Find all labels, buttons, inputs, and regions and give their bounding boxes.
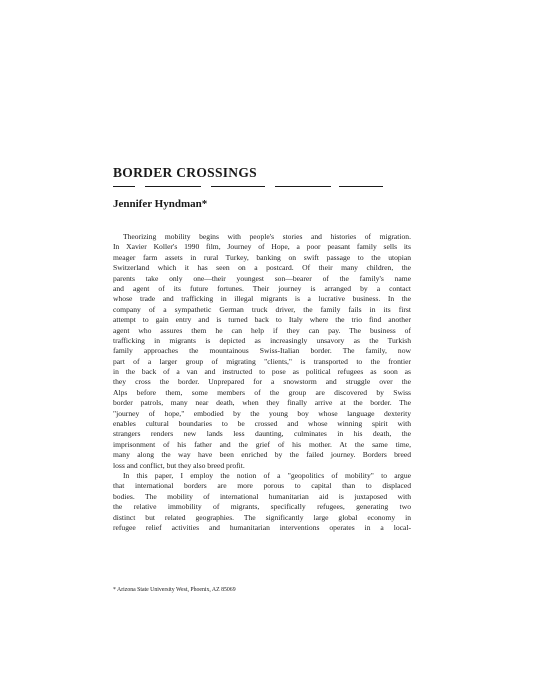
text-line: enables cultural boundaries to be crossed and whose winning spirit with [113,419,411,429]
text-line: attempt to gain entry and is turned back to Italy where the trio find another [113,315,411,325]
text-line: In Xavier Koller's 1990 film, Journey of Hope, a poor peasant family sells its [113,242,411,252]
text-line: the relative immobility of migrants, specifically refugees, generating two [113,502,411,512]
text-line: strangers renders new lands less daunting, culminates in his death, the [113,429,411,439]
text-line: Switzerland which it has seen on a postcard. Of their many children, the [113,263,411,273]
text-line: Alps before them, some members of the group are discovered by Swiss [113,387,411,397]
text-line: refugee relief activities and humanitarian interventions operates in a local- [113,522,411,532]
text-line: many along the way have been enriched by the failed journey. Borders breed [113,450,411,460]
author-affiliation-footnote: * Arizona State University West, Phoenix, AZ 85069 [113,587,236,593]
text-line: meager farm assets in rural Turkey, banking on swift passage to the utopian [113,252,411,262]
text-line: in the back of a van and instructed to pose as political refugees as soon as [113,367,411,377]
text-line: Theorizing mobility begins with people's stories and histories of migration. [123,232,411,241]
text-line: bodies. The mobility of international humanitarian aid is juxtaposed with [113,491,411,501]
article-author: Jennifer Hyndman* [113,198,208,210]
paragraph [113,471,411,533]
text-line: border patrols, many near death, when they finally arrive at the border. The [113,398,411,408]
text-line: agent who assures them he can help if they can pay. The business of [113,325,411,335]
text-line: parents take only one—their youngest son—bearer of the family's name [113,273,411,283]
text-line: imprisonment of his father and the grief of his mother. At the same time, [113,439,411,449]
text-line: In this paper, I employ the notion of a "geopolitics of mobility" to argue [123,470,411,480]
text-line: trafficking in migrants is depicted as increasingly unsavory as the Turkish [113,335,411,345]
text-line: part of a larger group of migrating "clients," is transported to the frontier [113,356,411,366]
text-line: "journey of hope," embodied by the young boy whose language dexterity [113,408,411,418]
text-line: that international borders are more porous to capital than to displaced [113,481,411,491]
text-line: loss and conflict, but they also breed profit. [113,460,245,470]
text-line: distinct but related geographies. The significantly large global economy in [113,512,411,522]
text-line: family approaches the mountainous Swiss-Italian border. The family, now [113,346,411,356]
text-line: they cross the border. Unprepared for a snowstorm and struggle over the [113,377,411,387]
article-body [113,232,411,533]
text-line: company of a sympathetic German truck driver, the family fails in its first [113,304,411,314]
title-rule-decoration [113,185,383,189]
article-title: BORDER CROSSINGS [113,165,257,180]
text-line: whose trade and trafficking in illegal migrants is a lucrative business. In the [113,294,411,304]
paragraph [113,232,411,471]
text-line: and agent of its future fortunes. Their journey is arranged by a contact [113,283,411,293]
